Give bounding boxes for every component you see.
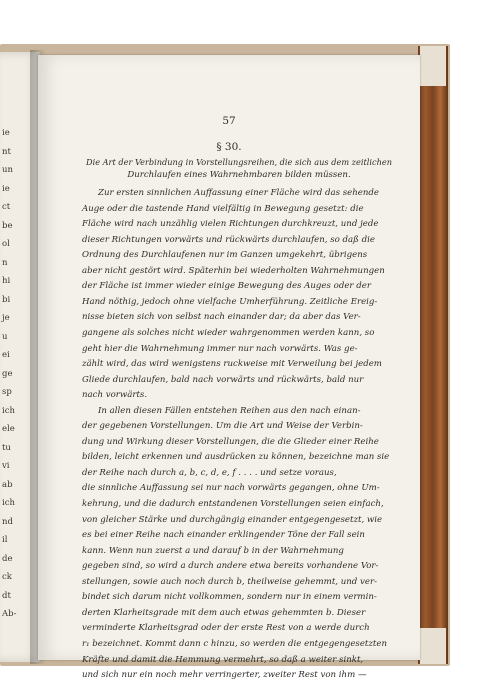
- right-page: [38, 55, 420, 681]
- left-page-fragment: nd: [2, 516, 13, 527]
- body-line: stellungen, sowie auch noch durch b, theilweise gehemmt, und ver-: [82, 576, 377, 587]
- body-line: Fläche wird nach unzählig vielen Richtungen durchkreuzt, und jede: [82, 219, 379, 230]
- left-page-fragment: nt: [2, 146, 11, 157]
- left-page-fragment: ich: [2, 498, 15, 508]
- body-line: von gleicher Stärke und durchgängig einander entgegengesetzt, wie: [82, 514, 383, 525]
- body-line: Ordnung des Durchlaufenen nur im Ganzen umgekehrt, übrigens: [82, 250, 368, 261]
- body-line: aber nicht gestört wird. Späterhin bei wiederholten Wahrnehmungen: [82, 265, 385, 276]
- left-page-fragment: Ab-: [2, 609, 17, 619]
- body-line: und sich nur ein noch mehr verringerter, zweiter Rest von ihm —: [82, 670, 367, 681]
- left-page-fragment: sp: [2, 387, 12, 397]
- body-line: es bei einer Reihe nach einander erklingender Töne der Fall sein: [82, 530, 365, 541]
- book-spine: [418, 46, 448, 664]
- left-page-fragment: dt: [2, 590, 11, 601]
- body-line: Auge oder die tastende Hand vielfältig in Bewegung gesetzt: die: [82, 203, 364, 214]
- body-line: zählt wird, das wird wenigstens ruckweise mit Verweilung bei jedem: [82, 359, 382, 370]
- left-page-fragment: ol: [2, 239, 10, 249]
- body-line: der Reihe nach durch a, b, c, d, e, f . . . . und setze voraus,: [82, 467, 337, 478]
- body-line: gangene als solches nicht wieder wahrgenommen werden kann, so: [82, 327, 375, 338]
- left-page-fragment: ei: [2, 350, 10, 360]
- left-page-fragment: ck: [2, 572, 12, 582]
- body-line: dieser Richtungen vorwärts und rückwärts durchlaufen, so daß die: [82, 234, 375, 245]
- body-line: r₁ bezeichnet. Kommt dann c hinzu, so werden die entgegengesetzten: [82, 638, 387, 649]
- left-page-fragment: tu: [2, 442, 11, 453]
- left-page-fragment: je: [2, 313, 10, 323]
- left-page-fragment: ct: [2, 202, 11, 212]
- body-line: nisse bieten sich von selbst nach einander dar; da aber das Ver-: [82, 312, 361, 323]
- body-line: bindet sich darum nicht vollkommen, sondern nur in einem vermin-: [82, 592, 377, 603]
- body-line: In allen diesen Fällen entstehen Reihen aus den nach einan-: [98, 405, 361, 416]
- left-page-fragment: u: [2, 331, 8, 342]
- left-page-fragment: n: [2, 257, 8, 268]
- page-number: 57: [222, 115, 236, 127]
- body-line: bilden, leicht erkennen und ausdrücken zu können, bezeichne man sie: [82, 452, 390, 463]
- cover-corner-top: [420, 46, 446, 86]
- left-page-fragment: be: [2, 220, 13, 231]
- body-line: nach vorwärts.: [82, 390, 148, 401]
- left-page-fragment: vi: [2, 461, 10, 471]
- body-line: Zur ersten sinnlichen Auffassung einer Fläche wird das sehende: [98, 188, 380, 198]
- body-line: geht hier die Wahrnehmung immer nur nach vorwärts. Was ge-: [82, 343, 358, 354]
- body-line: kehrung, und die dadurch entstandenen Vorstellungen seien einfach,: [82, 499, 384, 509]
- body-line: die sinnliche Auffassung sei nur nach vorwärts gegangen, ohne Um-: [82, 483, 380, 494]
- left-page-fragment: bi: [2, 294, 11, 305]
- left-page-fragment: ge: [2, 368, 13, 379]
- body-line: derten Klarheitsgrade mit dem auch etwas gehemmten b. Dieser: [82, 607, 366, 618]
- body-line: verminderte Klarheitsgrad oder der erste Rest von a werde durch: [82, 623, 370, 634]
- left-page-fragment: il: [2, 535, 8, 545]
- body-line: Hand nöthig, jedoch ohne vielfache Umherführung. Zeitliche Ereig-: [82, 296, 378, 307]
- section-heading-line-2: Durchlaufen eines Wahrnehmbaren bilden müssen.: [127, 170, 351, 180]
- section-heading-line-1: Die Art der Verbindung in Vorstellungsreihen, die sich aus dem zeitlichen: [86, 157, 392, 167]
- cover-corner-bottom: [420, 628, 446, 664]
- left-page-fragment: ab: [2, 479, 13, 490]
- left-page-fragment: ie: [2, 128, 10, 138]
- left-page-fragment: un: [2, 165, 13, 175]
- left-page-fragment: ie: [2, 183, 10, 194]
- body-line: gegeben sind, so wird a durch andere etwa bereits vorhandene Vor-: [82, 561, 379, 572]
- body-line: Kräfte und damit die Hemmung vermehrt, so daß a weiter sinkt,: [82, 654, 364, 665]
- body-line: der gegebenen Vorstellungen. Um die Art und Weise der Verbin-: [82, 421, 363, 432]
- section-number: § 30.: [216, 141, 242, 153]
- body-line: der Fläche ist immer wieder einige Bewegung des Auges oder der: [82, 281, 371, 292]
- body-line: Gliede durchlaufen, bald nach vorwärts und rückwärts, bald nur: [82, 374, 364, 385]
- left-page-fragment: de: [2, 553, 13, 564]
- left-page-fragment: ele: [2, 424, 15, 434]
- left-page-fragment: hi: [2, 276, 11, 286]
- left-page-fragment: ich: [2, 405, 15, 416]
- body-line: kann. Wenn nun zuerst a und darauf b in der Wahrnehmung: [82, 545, 344, 556]
- body-line: dung und Wirkung dieser Vorstellungen, die die Glieder einer Reihe: [82, 436, 379, 447]
